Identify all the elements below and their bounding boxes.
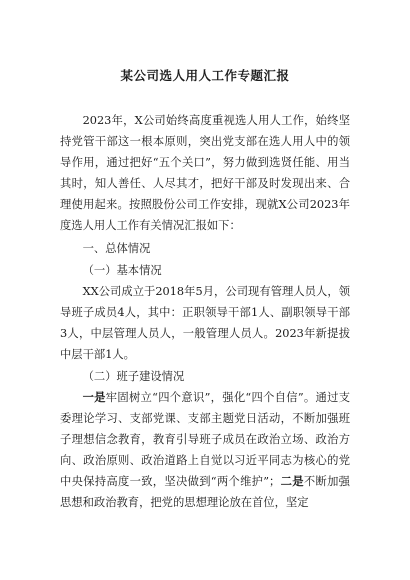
team-building-text-1: 牢固树立“四个意识”，强化“四个自信”。通过支委理论学习、支部党课、支部主题党日活动，不断加强班子理想信念教育，教育引导班子成员在政治立场、政治方向、政治原则、政治道路上自觉以习近平同志为核心的党中央保持高度一致，坚决做到“两个维护”； — [60, 391, 350, 488]
lead-phrase-second: 二是 — [280, 474, 304, 488]
team-building-paragraph — [60, 387, 350, 513]
document-title: 某公司选人用人工作专题汇报 — [120, 68, 290, 83]
basic-info-paragraph: XX公司成立于2018年5月，公司现有管理人员人，领导班子成员4人，其中：正职领导干部1人、副职领导干部3人，中层管理人员人，一般管理人员人。2023年新提拔中层干部1人。 — [60, 285, 350, 361]
lead-phrase-first: 一是 — [82, 390, 106, 404]
subsection-heading-team: （二）班子建设情况 — [82, 370, 185, 383]
team-building-text-2: 不断加强思想和政治教育，把党的思想理论放在首位，坚定 — [60, 475, 350, 509]
subsection-heading-basic: （一）基本情况 — [82, 264, 162, 277]
section-heading-overview: 一、总体情况 — [82, 242, 151, 255]
intro-paragraph: 2023年，X公司始终高度重视选人用人工作，始终坚持党管干部这一根本原则，突出党支部在选人用人中的领导作用，通过把好“五个关口”，努力做到选贤任能、用当其时，知人善任、人尽其才，把好干部及时发现出来、合理使用起来。按照股份公司工作安排，现就X公司2023年度选人用人工作有关情况汇报如下： — [60, 114, 350, 232]
